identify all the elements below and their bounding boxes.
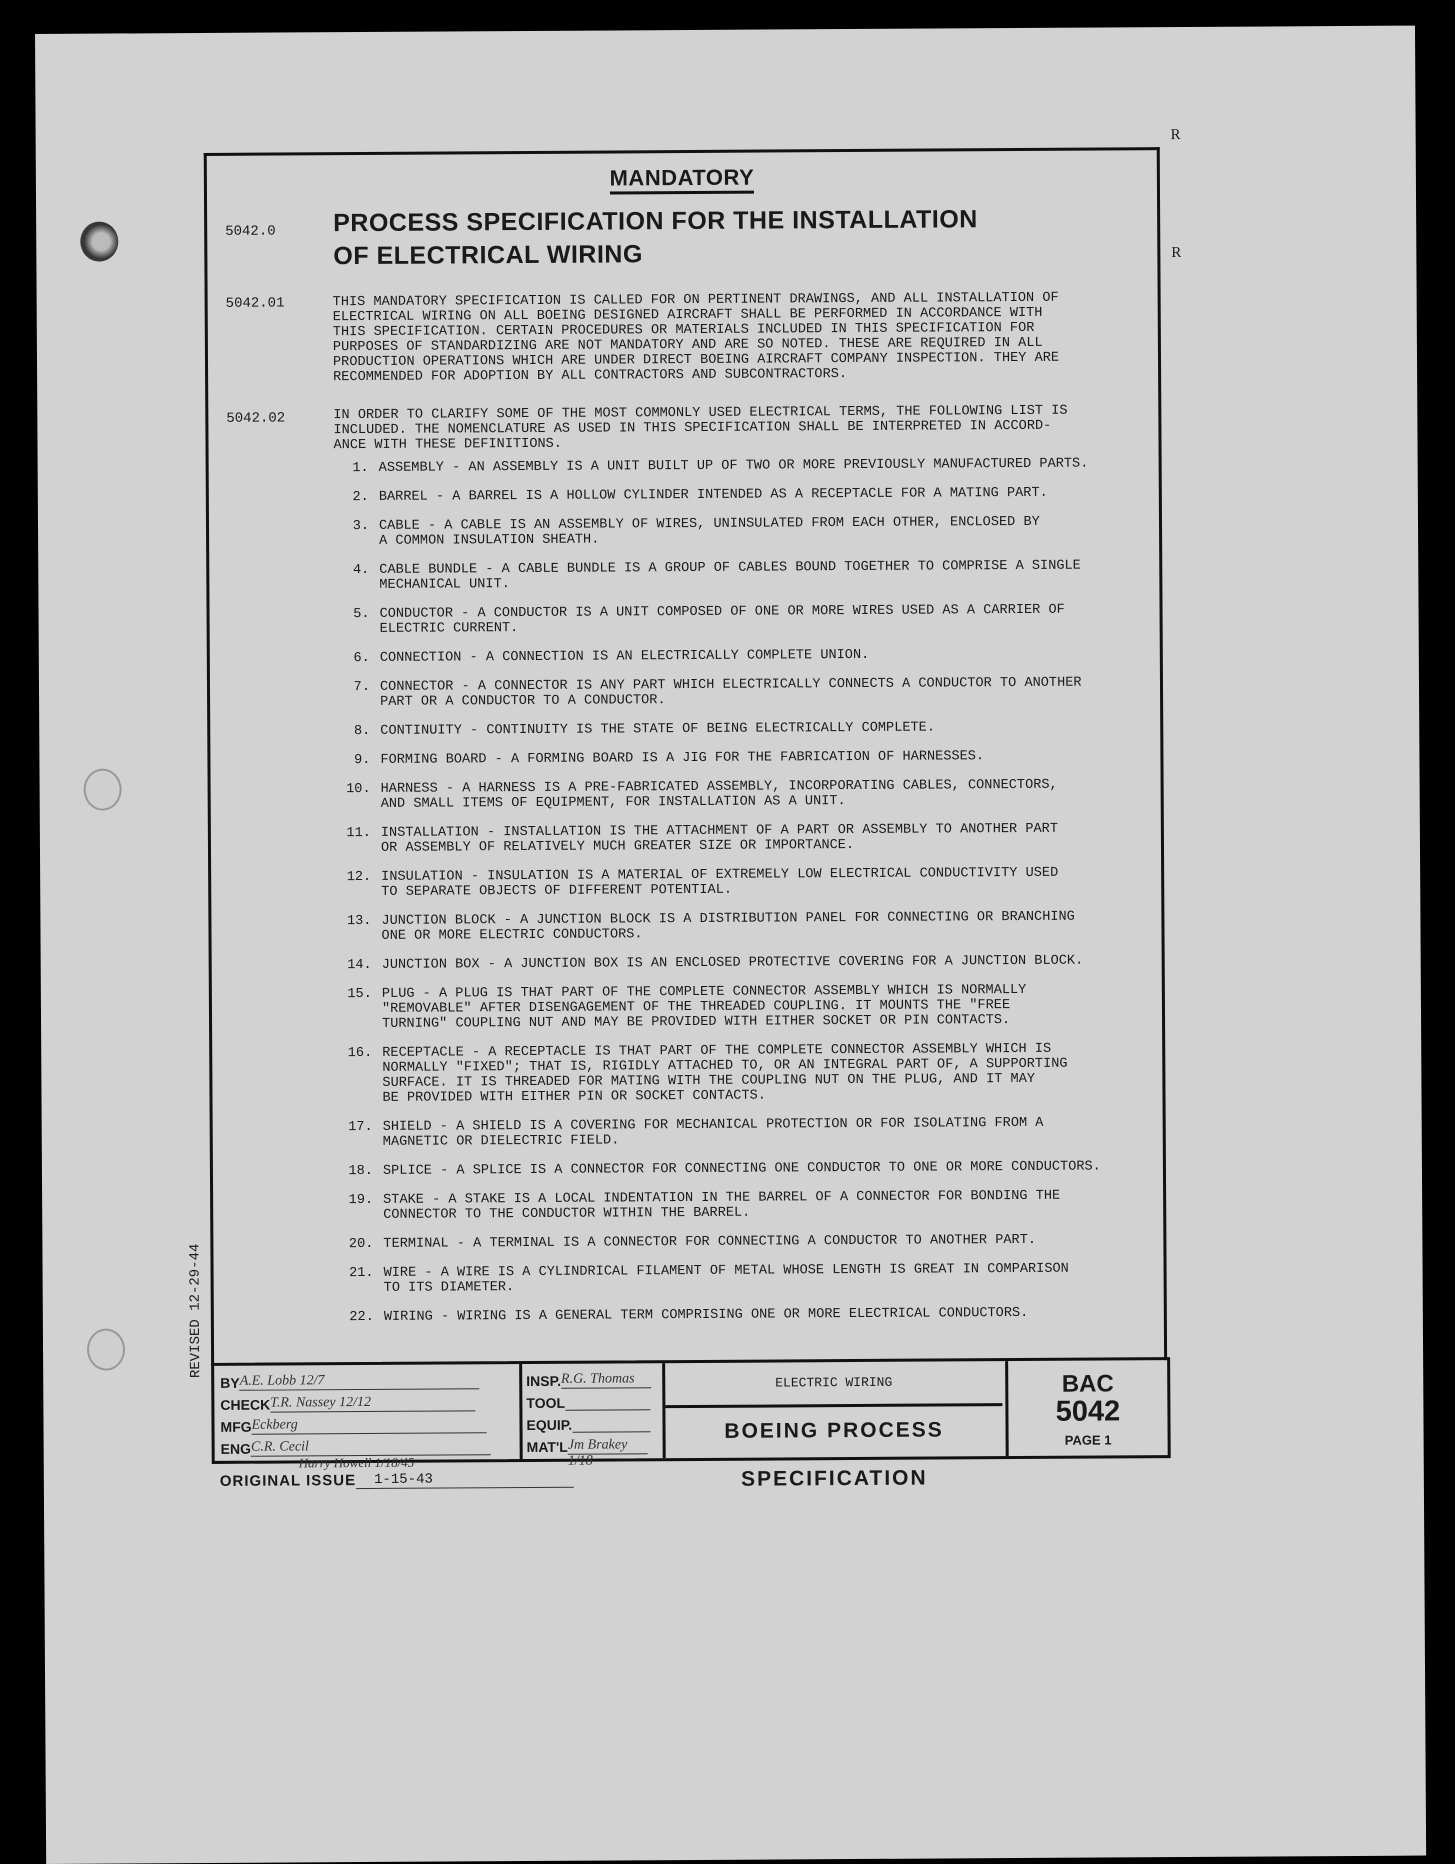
definition-item: 21. WIRE - A WIRE IS A CYLINDRICAL FILAMENT OF METAL WHOSE LENGTH IS GREAT IN COMPARISON TO ITS DIAMETER. xyxy=(349,1261,1069,1296)
definition-item: 17. SHIELD - A SHIELD IS A COVERING FOR MECHANICAL PROTECTION OR FOR ISOLATING FROM A MAGNETIC OR DIELECTRIC FIELD. xyxy=(348,1115,1044,1150)
definition-item: 12. INSULATION - INSULATION IS A MATERIAL OF EXTREMELY LOW ELECTRICAL CONDUCTIVITY USED TO SEPARATE OBJECTS OF DIFFERENT POTENTIAL. xyxy=(346,865,1059,900)
definition-item: 15. PLUG - A PLUG IS THAT PART OF THE COMPLETE CONNECTOR ASSEMBLY WHICH IS NORMALLY "REMOVABLE" AFTER DISENGAGEMENT OF THE THREADED COUPLING. IT MOUNTS THE "FREE TURNING" COUPLING NUT AND MAY BE PROVIDED WITH EITHER SOCKET OR PIN CONTACTS. xyxy=(347,982,1027,1032)
definition-item: 14. JUNCTION BOX - A JUNCTION BOX IS AN ENCLOSED PROTECTIVE COVERING FOR A JUNCTION BLOCK. xyxy=(347,953,1084,974)
section-paragraph: IN ORDER TO CLARIFY SOME OF THE MOST COMMONLY USED ELECTRICAL TERMS, THE FOLLOWING LIST IS INCLUDED. THE NOMENCLATURE AS USED IN THIS SPECIFICATION SHALL BE INTERPRETED IN ACCORD- ANCE WITH THESE DEFINITIONS. xyxy=(333,403,1068,454)
signature-row: ENG C.R. Cecil xyxy=(221,1438,491,1457)
original-issue: ORIGINAL ISSUE 1-15-43 xyxy=(220,1471,574,1490)
definitions-list xyxy=(319,456,1144,1325)
definition-item: 20. TERMINAL - A TERMINAL IS A CONNECTOR FOR CONNECTING A CONDUCTOR TO ANOTHER PART. xyxy=(348,1232,1037,1253)
approval-column xyxy=(522,1363,666,1469)
spec-subject: ELECTRIC WIRING xyxy=(665,1361,1002,1408)
definition-item: 18. SPLICE - A SPLICE IS A CONNECTOR FOR CONNECTING ONE CONDUCTOR TO ONE OR MORE CONDUCTORS. xyxy=(348,1159,1101,1180)
punch-hole xyxy=(83,768,121,810)
punch-hole xyxy=(80,221,118,261)
spec-title-column xyxy=(665,1361,1003,1491)
section-number: 5042.0 xyxy=(225,223,276,240)
definition-item: 4. CABLE BUNDLE - A CABLE BUNDLE IS A GROUP OF CABLES BOUND TOGETHER TO COMPRISE A SINGLE MECHANICAL UNIT. xyxy=(352,558,1081,593)
definition-item: 16. RECEPTACLE - A RECEPTACLE IS THAT PART OF THE COMPLETE CONNECTOR ASSEMBLY WHICH IS NORMALLY "FIXED"; THAT IS, RIGIDLY ATTACHED TO, OR AN INTEGRAL PART OF, A SUPPORTING SURFACE. IT IS THREADED FOR MATING WITH THE COUPLING NUT ON THE PLUG, AND IT MAY BE PROVIDED WITH EITHER PIN OR SOCKET CONTACTS. xyxy=(347,1041,1068,1106)
title-line: PROCESS SPECIFICATION FOR THE INSTALLATION xyxy=(333,205,978,238)
definition-item: 6. CONNECTION - A CONNECTION IS AN ELECTRICALLY COMPLETE UNION. xyxy=(353,647,870,667)
approval-row: EQUIP. xyxy=(526,1415,650,1433)
definition-item: 19. STAKE - A STAKE IS A LOCAL INDENTATION IN THE BARREL OF A CONNECTOR FOR BONDING THE CONNECTOR TO THE CONDUCTOR WITHIN THE BARREL. xyxy=(348,1188,1061,1223)
section-paragraph: THIS MANDATORY SPECIFICATION IS CALLED FOR ON PERTINENT DRAWINGS, AND ALL INSTALLATION OF ELECTRICAL WIRING ON ALL BOEING DESIGNED AIRCRAFT SHALL BE PERFORMED IN ACCORDANCE WITH THIS SPECIFICATION. CERTAIN PROCEDURES OR MATERIALS INCLUDED IN THIS SPECIFICATION FOR PURPOSES OF STANDARDIZING ARE NOT MANDATORY AND ARE SO NOTED. THESE ARE REQUIRED IN ALL PRODUCTION OPERATIONS WHICH ARE UNDER DIRECT BOEING AIRCRAFT COMPANY INSPECTION. THEY ARE RECOMMENDED FOR ADOPTION BY ALL CONTRACTORS AND SUBCONTRACTORS. xyxy=(332,290,1060,386)
definition-item: 13. JUNCTION BLOCK - A JUNCTION BLOCK IS A DISTRIBUTION PANEL FOR CONNECTING OR BRANCHING ONE OR MORE ELECTRIC CONDUCTORS. xyxy=(346,909,1075,944)
revision-mark: R xyxy=(1170,127,1181,144)
document-title xyxy=(333,203,978,273)
doc-prefix: BAC xyxy=(1061,1370,1114,1398)
section-number: 5042.02 xyxy=(226,410,286,427)
title-line: OF ELECTRICAL WIRING xyxy=(333,240,643,271)
signature-column xyxy=(214,1364,523,1461)
definition-item: 22. WIRING - WIRING IS A GENERAL TERM COMPRISING ONE OR MORE ELECTRICAL CONDUCTORS. xyxy=(349,1305,1029,1326)
definition-item: 8. CONTINUITY - CONTINUITY IS THE STATE OF BEING ELECTRICALLY COMPLETE. xyxy=(353,720,936,740)
definition-item: 5. CONDUCTOR - A CONDUCTOR IS A UNIT COMPOSED OF ONE OR MORE WIRES USED AS A CARRIER OF ELECTRIC CURRENT. xyxy=(353,602,1065,637)
signature-row: BY A.E. Lobb 12/7 xyxy=(220,1372,480,1391)
definition-item: 7. CONNECTOR - A CONNECTOR IS ANY PART WHICH ELECTRICALLY CONNECTS A CONDUCTOR TO ANOTHER PART OR A CONDUCTOR TO A CONDUCTOR. xyxy=(353,675,1082,710)
document-page xyxy=(35,26,1426,1864)
definition-item: 2. BARREL - A BARREL IS A HOLLOW CYLINDER INTENDED AS A RECEPTACLE FOR A MATING PART. xyxy=(352,485,1048,506)
punch-hole xyxy=(87,1328,125,1370)
approval-row: INSP. R.G. Thomas xyxy=(526,1371,651,1389)
definition-item: 11. INSTALLATION - INSTALLATION IS THE ATTACHMENT OF A PART OR ASSEMBLY TO ANOTHER PART OR ASSEMBLY OF RELATIVELY MUCH GREATER SIZE OR IMPORTANCE. xyxy=(346,821,1059,856)
mandatory-banner: MANDATORY xyxy=(207,162,1157,194)
definition-item: 9. FORMING BOARD - A FORMING BOARD IS A JIG FOR THE FABRICATION OF HARNESSES. xyxy=(354,749,985,769)
revision-date-note: REVISED 12-29-44 xyxy=(187,1243,205,1379)
section-number: 5042.01 xyxy=(225,295,285,312)
revision-mark: R xyxy=(1171,245,1182,262)
definition-item: 1. ASSEMBLY - AN ASSEMBLY IS A UNIT BUILT UP OF TWO OR MORE PREVIOUSLY MANUFACTURED PARTS. xyxy=(352,456,1089,477)
signature-row: CHECK T.R. Nassey 12/12 xyxy=(220,1394,475,1413)
content-frame xyxy=(204,147,1167,1366)
page-number: PAGE 1 xyxy=(1064,1432,1112,1448)
extra-signature: Harry Howell 1/18/45 xyxy=(298,1454,415,1471)
spec-type: BOEING PROCESS SPECIFICATION xyxy=(724,1418,944,1491)
definition-item: 3. CABLE - A CABLE IS AN ASSEMBLY OF WIRES, UNINSULATED FROM EACH OTHER, ENCLOSED BY A COMMON INSULATION SHEATH. xyxy=(352,514,1040,549)
approval-row: TOOL xyxy=(526,1393,650,1411)
document-id-box xyxy=(1005,1360,1168,1456)
signature-row: MFG Eckberg xyxy=(220,1416,486,1435)
approval-row: MAT'L Jm Brakey 1/18 xyxy=(527,1437,648,1455)
definition-item: 10. HARNESS - A HARNESS IS A PRE-FABRICATED ASSEMBLY, INCORPORATING CABLES, CONNECTORS, AND SMALL ITEMS OF EQUIPMENT, FOR INSTALLATION AS A UNIT. xyxy=(346,777,1058,812)
doc-number: 5042 xyxy=(1055,1395,1121,1428)
